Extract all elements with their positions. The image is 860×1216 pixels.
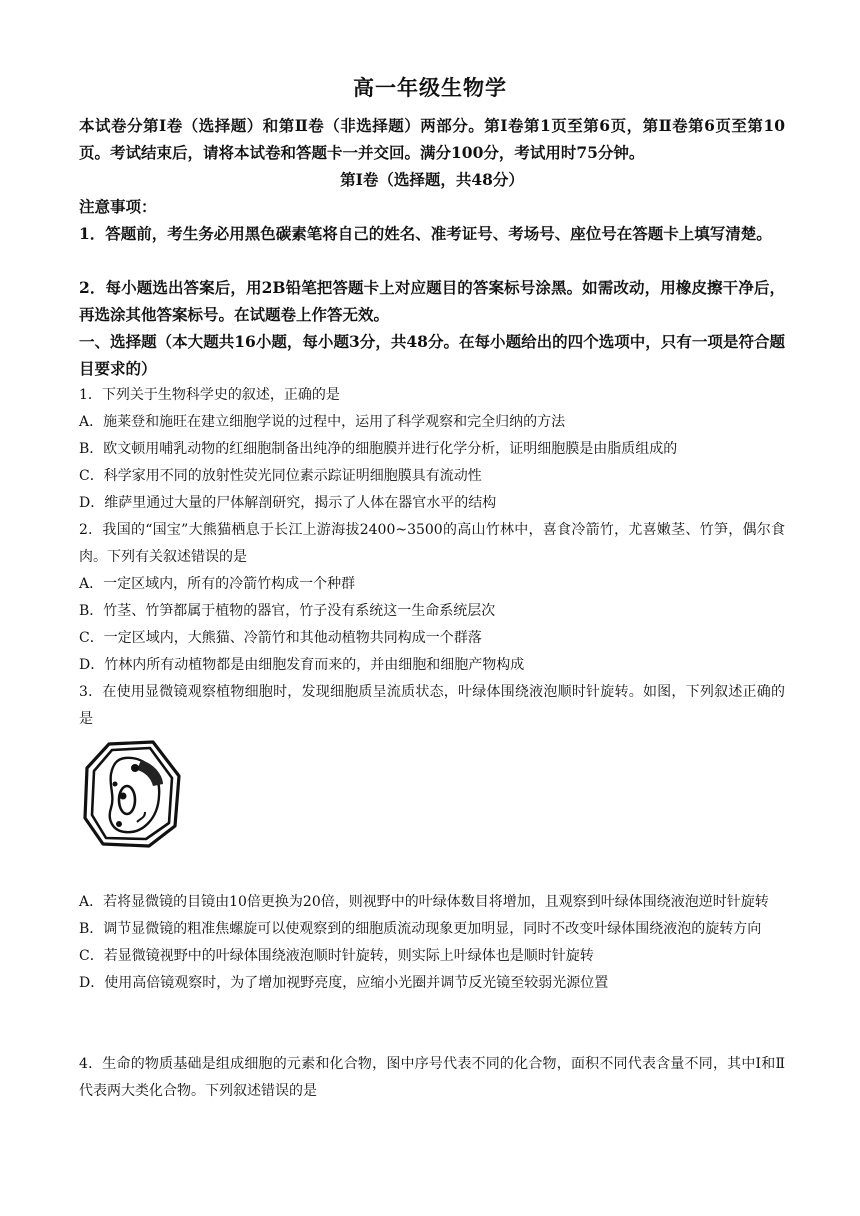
question-1-option-d: D．维萨里通过大量的尸体解剖研究，揭示了人体在器官水平的结构 — [79, 495, 497, 511]
question-1-option-c: C．科学家用不同的放射性荧光同位素示踪证明细胞膜具有流动性 — [79, 468, 482, 484]
part1-heading: 第Ⅰ卷（选择题，共48分） — [340, 170, 524, 189]
question-3-option-b: B．调节显微镜的粗准焦螺旋可以使观察到的细胞质流动现象更加明显，同时不改变叶绿体围绕液泡的旋转方向 — [79, 921, 762, 937]
page-title: 高一年级生物学 — [353, 75, 507, 100]
vacuole-and-nucleus — [110, 758, 163, 832]
question-3-options — [79, 889, 785, 997]
question-1 — [79, 382, 785, 517]
question-4-stem: 4．生命的物质基础是组成细胞的元素和化合物，图中序号代表不同的化合物，面积不同代表含量不同，其中Ⅰ和Ⅱ代表两大类化合物。下列叙述错误的是 — [79, 1056, 785, 1099]
question-2 — [79, 517, 785, 679]
question-2-option-a: A．一定区域内，所有的冷箭竹构成一个种群 — [79, 576, 356, 592]
question-2-option-d: D．竹林内所有动植物都是由细胞发育而来的，并由细胞和细胞产物构成 — [79, 657, 525, 673]
question-3-option-a: A．若将显微镜的目镜由10倍更换为20倍，则视野中的叶绿体数目将增加，且观察到叶绿体围绕液泡逆时针旋转 — [79, 894, 769, 910]
notes-heading: 注意事项： — [79, 197, 157, 216]
exam-intro — [79, 112, 785, 166]
question-1-option-b: B．欧文顿用哺乳动物的红细胞制备出纯净的细胞膜并进行化学分析，证明细胞膜是由脂质组成的 — [79, 441, 678, 457]
question-3-option-c: C．若显微镜视野中的叶绿体围绕液泡顺时针旋转，则实际上叶绿体也是顺时针旋转 — [79, 948, 594, 964]
intro-text: 本试卷分第Ⅰ卷（选择题）和第Ⅱ卷（非选择题）两部分。第Ⅰ卷第1页至第6页，第Ⅱ卷第6页至第10页。考试结束后，请将本试卷和答题卡一并交回。满分100分，考试用时75分钟。 — [79, 116, 785, 162]
question-3-option-d: D．使用高倍镜观察时，为了增加视野亮度，应缩小光圈并调节反光镜至较弱光源位置 — [79, 975, 609, 991]
question-2-stem: 2．我国的“国宝”大熊猫栖息于长江上游海拔2400~3500的高山竹林中，喜食冷箭竹，尤喜嫩茎、竹笋，偶尔食肉。下列有关叙述错误的是 — [79, 522, 785, 565]
question-3-stem: 3．在使用显微镜观察植物细胞时，发现细胞质呈流质状态，叶绿体围绕液泡顺时针旋转。如图，下列叙述正确的是 — [79, 684, 785, 727]
note-2: 2．每小题选出答案后，用2B铅笔把答题卡上对应题目的答案标号涂黑。如需改动，用橡皮擦干净后，再选涂其他答案标号。在试题卷上作答无效。 — [79, 278, 785, 324]
section-1-heading: 一、选择题（本大题共16小题，每小题3分，共48分。在每小题给出的四个选项中，只有一项是符合题目要求的） — [79, 332, 785, 378]
question-2-option-c: C．一定区域内，大熊猫、冷箭竹和其他动植物共同构成一个群落 — [79, 630, 482, 646]
note-1: 1．答题前，考生务必用黑色碳素笔将自己的姓名、准考证号、考场号、座位号在答题卡上填写清楚。 — [79, 224, 772, 243]
plant-cell-figure — [79, 738, 185, 850]
question-2-option-b: B．竹茎、竹笋都属于植物的器官，竹子没有系统这一生命系统层次 — [79, 603, 496, 619]
question-1-option-a: A．施莱登和施旺在建立细胞学说的过程中，运用了科学观察和完全归纳的方法 — [79, 414, 566, 430]
question-1-stem: 1．下列关于生物科学史的叙述，正确的是 — [79, 387, 340, 403]
